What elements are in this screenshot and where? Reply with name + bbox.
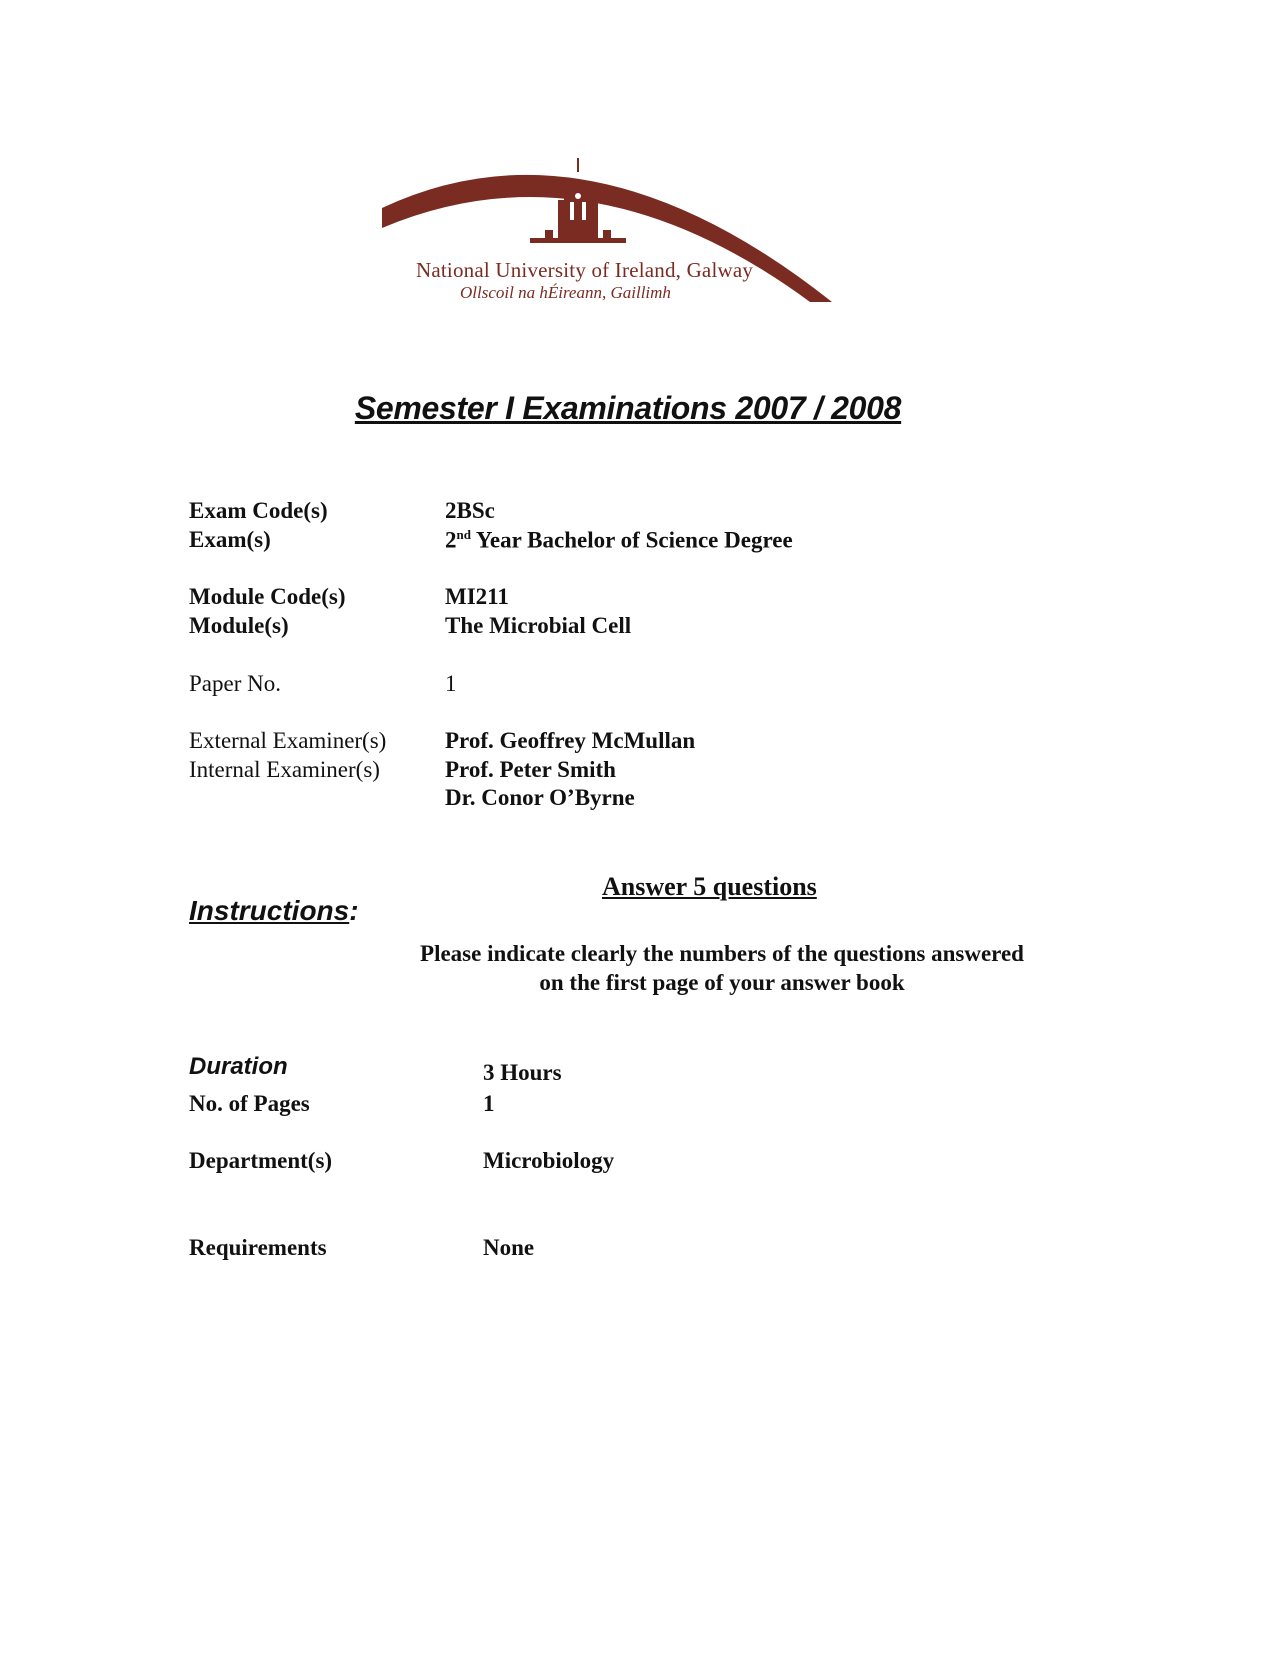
department-label: Department(s) [189, 1148, 333, 1173]
paper-no-label: Paper No. [189, 671, 281, 696]
university-logo [380, 150, 860, 310]
requirements-value: None [483, 1235, 535, 1260]
internal-examiner-label: Internal Examiner(s) [189, 757, 380, 782]
paper-no-value: 1 [445, 671, 457, 696]
module-codes-value: MI211 [445, 584, 509, 609]
modules-label: Module(s) [189, 613, 289, 638]
instructions-label: Instructions [189, 895, 350, 926]
exams-value-text: Year Bachelor of Science Degree [470, 527, 793, 553]
module-codes-label: Module Code(s) [189, 584, 346, 609]
pages-value: 1 [483, 1091, 495, 1116]
exams-value-ordinal: nd [456, 527, 471, 542]
exams-label: Exam(s) [189, 527, 271, 552]
internal-examiner-value-2: Dr. Conor O’Byrne [445, 785, 635, 810]
instructions-note-line-1: Please indicate clearly the numbers of the questions answered [420, 941, 1024, 966]
instructions-note [372, 939, 1072, 997]
instructions-heading [189, 895, 359, 927]
logo-name-irish: Ollscoil na hÉireann, Gaillimh [460, 283, 671, 302]
department-value: Microbiology [483, 1148, 615, 1173]
instructions-note-line-2: on the first page of your answer book [539, 970, 905, 995]
requirements-label: Requirements [189, 1235, 327, 1260]
external-examiner-value: Prof. Geoffrey McMullan [445, 728, 696, 753]
modules-value: The Microbial Cell [445, 613, 632, 638]
exam-codes-label: Exam Code(s) [189, 498, 328, 523]
instructions-colon: : [349, 895, 359, 926]
duration-label: Duration [189, 1053, 288, 1080]
internal-examiner-value-1: Prof. Peter Smith [445, 757, 616, 782]
logo-name-english: National University of Ireland, Galway [416, 258, 754, 282]
external-examiner-label: External Examiner(s) [189, 728, 387, 753]
exam-codes-value: 2BSc [445, 498, 495, 523]
duration-value: 3 Hours [483, 1060, 562, 1085]
page-title: Semester I Examinations 2007 / 2008 [354, 390, 902, 426]
answer-count-heading: Answer 5 questions [602, 872, 817, 901]
exams-value [445, 527, 793, 554]
pages-label: No. of Pages [189, 1091, 310, 1116]
exams-value-number: 2 [445, 527, 457, 553]
